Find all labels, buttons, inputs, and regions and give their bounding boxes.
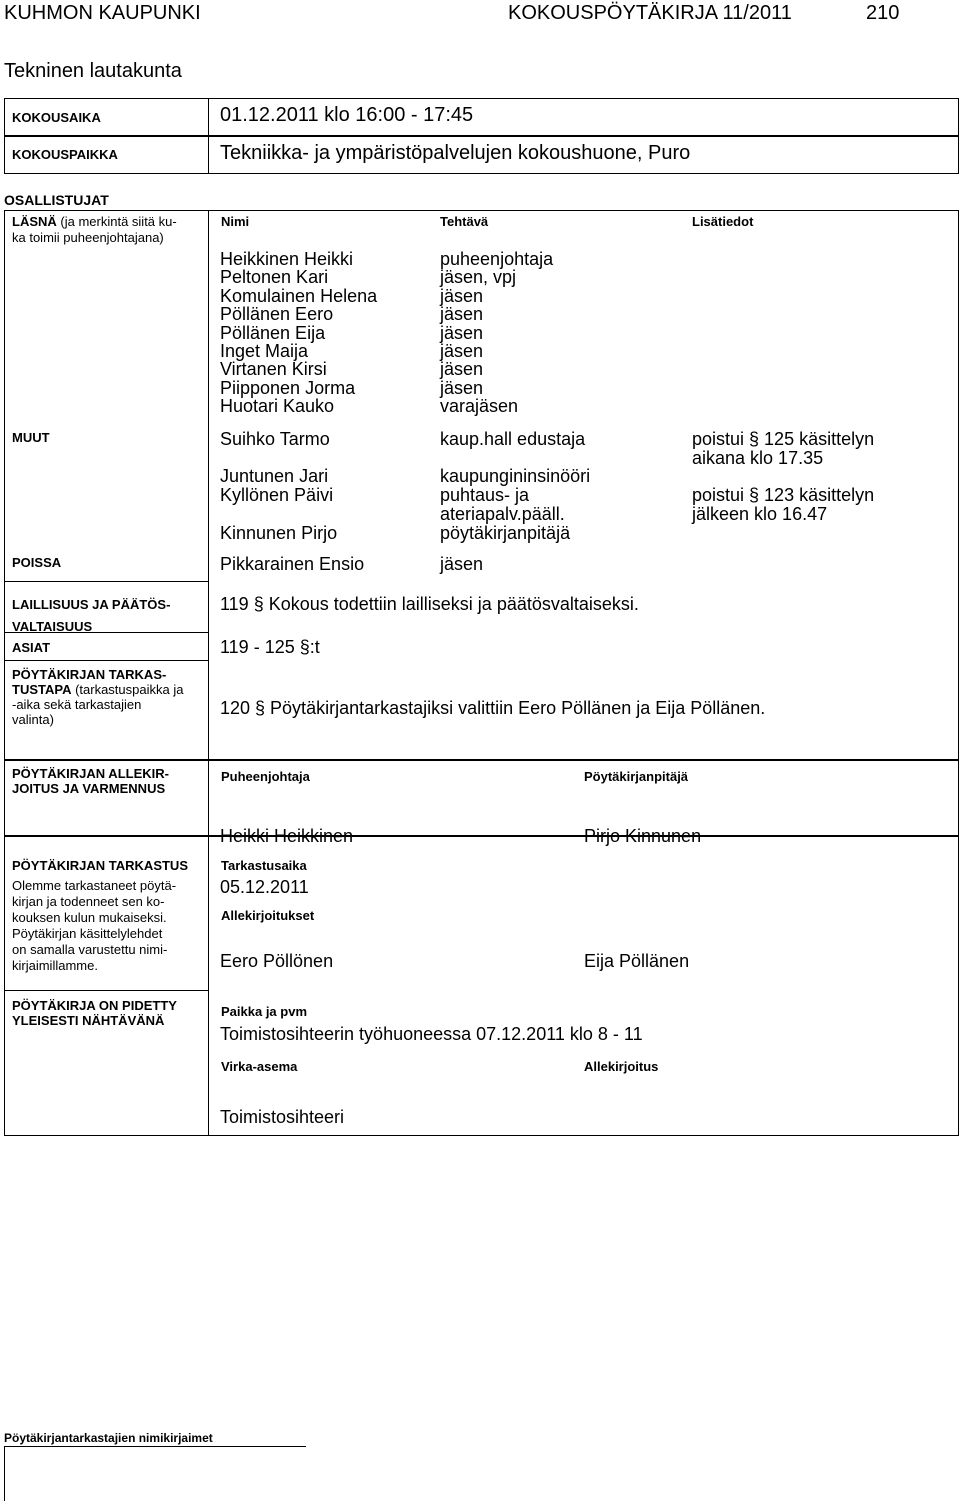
other-info: poistui § 125 käsittelyn [692, 429, 875, 449]
other-role: kaup.hall edustaja [440, 429, 586, 449]
other-info: jälkeen klo 16.47 [692, 504, 828, 524]
other-info: poistui § 123 käsittelyn [692, 485, 875, 505]
present-member-name: Inget Maija [220, 341, 309, 361]
review-text: Olemme tarkastaneet pöytä- kirjan ja todenneet sen ko- kouksen kulun mukaiseksi. Pöytäkirjan käsittelylehdet on samalla varustettu nimi- kirjaimillamme. [12, 878, 177, 973]
other-name: Suihko Tarmo [220, 429, 330, 449]
present-member-role: jäsen, vpj [440, 267, 517, 288]
body-name: Tekninen lautakunta [4, 60, 182, 82]
absent-name: Pikkarainen Ensio [220, 554, 365, 574]
present-member-name: Komulainen Helena [220, 285, 378, 306]
other-name: Juntunen Jari [220, 466, 329, 486]
public-place-label: Paikka ja pvm [221, 1004, 307, 1019]
public-label: PÖYTÄKIRJA ON PIDETTY YLEISESTI NÄHTÄVÄNÄ [12, 998, 177, 1028]
present-member-role: jäsen [440, 304, 484, 325]
present-member-name: Virtanen Kirsi [220, 359, 327, 380]
present-member-role: jäsen [440, 341, 484, 361]
review-label: PÖYTÄKIRJAN TARKASTUS [12, 858, 188, 873]
public-place-value: Toimistosihteerin työhuoneessa 07.12.2011 klo 8 - 11 [220, 1024, 643, 1044]
secretary-label: Pöytäkirjanpitäjä [584, 769, 689, 784]
present-member-role: jäsen [440, 322, 484, 343]
other-name: Kyllönen Päivi [220, 485, 334, 505]
present-member-role: jäsen [440, 285, 484, 306]
review-sign-label: Allekirjoitukset [221, 908, 315, 923]
present-label: LÄSNÄ (ja merkintä siitä ku- ka toimii puheenjohtajana) [12, 214, 177, 245]
review-time-label: Tarkastusaika [221, 858, 307, 873]
present-member-name: Pöllänen Eero [220, 304, 334, 325]
matters-text: 119 - 125 §:t [220, 637, 320, 657]
present-member-name: Pöllänen Eija [220, 322, 326, 343]
col-header-info: Lisätiedot [692, 214, 754, 229]
other-name: Kinnunen Pirjo [220, 523, 338, 543]
signatures-label: PÖYTÄKIRJAN ALLEKIR- JOITUS JA VARMENNUS [12, 766, 169, 796]
present-member-name: Peltonen Kari [220, 267, 329, 288]
participants-section-label: OSALLISTUJAT [4, 192, 109, 208]
document-title: KOKOUSPÖYTÄKIRJA 11/2011 [508, 2, 792, 24]
meeting-time-box [4, 98, 959, 136]
reviewer-1-name: Eero Pöllönen [220, 951, 334, 971]
reviewer-2-name: Eija Pöllänen [584, 951, 690, 971]
other-role: ateriapalv.pääll. [440, 504, 565, 524]
review-method-text: 120 § Pöytäkirjantarkastajiksi valittiin Eero Pöllänen ja Eija Pöllänen. [220, 698, 766, 718]
absent-label: POISSA [12, 555, 62, 570]
org-name: KUHMON KAUPUNKI [4, 2, 201, 24]
other-role: puhtaus- ja [440, 485, 530, 505]
meeting-time-value: 01.12.2011 klo 16:00 - 17:45 [220, 104, 474, 126]
legality-label: LAILLISUUS JA PÄÄTÖS- VALTAISUUS [12, 597, 171, 634]
present-member-role: varajäsen [440, 396, 519, 417]
meeting-time-label: KOKOUSAIKA [12, 110, 101, 125]
chair-label: Puheenjohtaja [221, 769, 310, 784]
present-member-name: Piipponen Jorma [220, 377, 356, 398]
legality-text: 119 § Kokous todettiin lailliseksi ja päätösvaltaiseksi. [220, 594, 639, 614]
present-member-role: jäsen [440, 359, 484, 380]
col-header-name: Nimi [221, 214, 250, 229]
position-value: Toimistosihteeri [220, 1107, 345, 1127]
present-member-name: Heikkinen Heikki [220, 249, 354, 269]
present-member-role: puheenjohtaja [440, 249, 554, 269]
matters-label: ASIAT [12, 640, 51, 655]
absent-role: jäsen [440, 554, 484, 574]
present-member-name: Huotari Kauko [220, 396, 335, 417]
meeting-place-label: KOKOUSPAIKKA [12, 147, 118, 162]
secretary-name: Pirjo Kinnunen [584, 826, 702, 846]
initials-label: Pöytäkirjantarkastajien nimikirjaimet [4, 1431, 213, 1445]
other-info: aikana klo 17.35 [692, 448, 824, 468]
meeting-place-value: Tekniikka- ja ympäristöpalvelujen kokoushuone, Puro [220, 142, 691, 164]
chair-name: Heikki Heikkinen [220, 826, 354, 846]
position-label: Virka-asema [221, 1059, 298, 1074]
other-role: kaupungininsinööri [440, 466, 591, 486]
review-time-value: 05.12.2011 [220, 877, 309, 897]
others-label: MUUT [12, 430, 50, 445]
review-method-label: PÖYTÄKIRJAN TARKAS- TUSTAPA (tarkastuspaikka ja -aika sekä tarkastajien valinta) [12, 667, 184, 727]
page-number: 210 [866, 2, 900, 24]
present-member-role: jäsen [440, 377, 484, 398]
col-header-role: Tehtävä [440, 214, 489, 229]
signature-label: Allekirjoitus [584, 1059, 659, 1074]
other-role: pöytäkirjanpitäjä [440, 523, 571, 543]
